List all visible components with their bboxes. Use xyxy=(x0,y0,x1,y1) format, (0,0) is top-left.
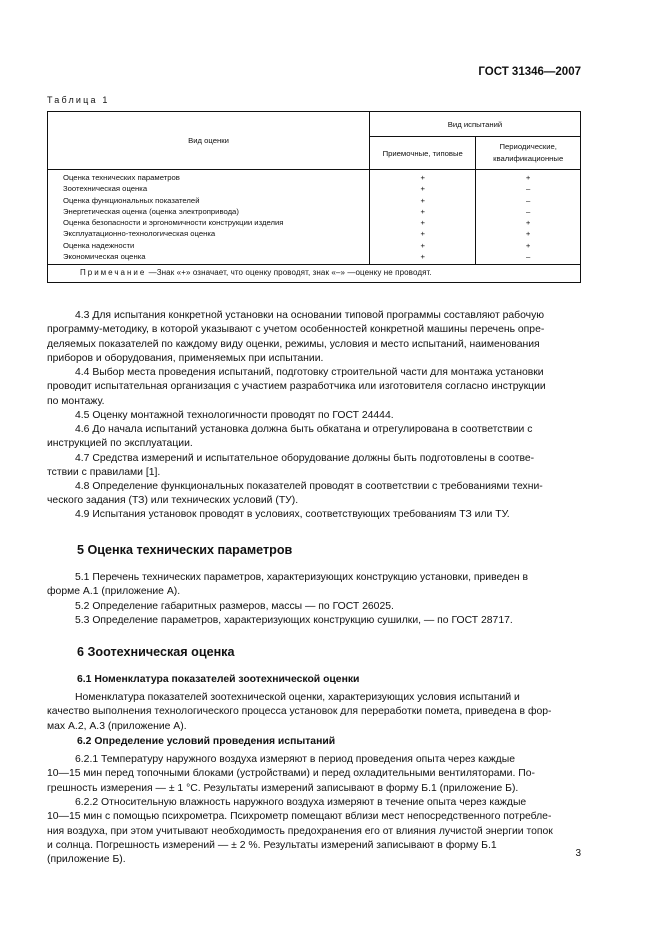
text-line: мах А.2, А.3 (приложение А). xyxy=(47,720,187,732)
row-periodic-mark: + xyxy=(525,218,531,228)
acceptance-marks xyxy=(370,170,476,265)
row-periodic-mark: – xyxy=(526,206,531,216)
text-line: тствии с правилами [1]. xyxy=(47,467,161,479)
subsection-6-2-title: 6.2 Определение условий проведения испытаний xyxy=(77,736,336,747)
header-assessment-type: Вид оценки xyxy=(48,112,370,170)
row-periodic-mark: – xyxy=(526,184,531,194)
text-line: 6.2.1 Температуру наружного воздуха измеряют в период проведения опыта через каждые xyxy=(75,754,515,765)
text-line: 4.8 Определение функциональных показателей проводят в соответствии с требованиями техни- xyxy=(75,481,543,492)
row-periodic-mark: – xyxy=(526,252,531,262)
text-line: 4.9 Испытания установок проводят в условиях, соответствующих требованиям ТЗ или ТУ. xyxy=(75,509,510,520)
text-line: 4.3 Для испытания конкретной установки на основании типовой программы составляют рабочую xyxy=(75,310,545,321)
paragraph-6-1 xyxy=(47,691,581,734)
paragraph-4-5 xyxy=(47,409,581,423)
row-acceptance-mark: + xyxy=(420,184,425,194)
paragraph-4-6 xyxy=(47,423,581,452)
row-acceptance-mark: + xyxy=(420,173,425,182)
row-periodic-mark: – xyxy=(526,195,531,205)
text-line: грешность измерения — ± 1 °С. Результаты измерений записывают в форму Б.1 (приложение Б). xyxy=(47,782,519,794)
row-name: Оценка функциональных показателей xyxy=(63,195,200,205)
row-name: Зоотехническая оценка xyxy=(63,184,148,194)
text-line: приборов и оборудования, применяемых при испытании. xyxy=(47,352,324,364)
header-periodic xyxy=(476,137,581,170)
text-line: программу-методику, в которой указывают с учетом особенностей конкретной машины перечень опре- xyxy=(47,324,545,336)
text-line: 5.1 Перечень технических параметров, характеризующих конструкцию установки, приведен в xyxy=(75,572,529,583)
paragraph-5-2 xyxy=(47,600,581,614)
header-test-type: Вид испытаний xyxy=(370,112,581,137)
row-name: Энергетическая оценка (оценка электропривода) xyxy=(63,206,239,216)
text-line: ния воздуха, при этом учитывают необходимость предохранения его от влияния лучистой энергии топок xyxy=(47,825,553,837)
row-acceptance-mark: + xyxy=(420,252,425,262)
text-line: деляемых показателей по каждому виду оценки, режимы, условия и место испытаний, наименования xyxy=(47,338,540,350)
text-line: 5.2 Определение габаритных размеров, массы — по ГОСТ 26025. xyxy=(75,601,394,612)
paragraph-4-3 xyxy=(47,309,581,366)
text-line: 5.3 Определение параметров, характеризующих конструкцию сушилки, — по ГОСТ 28717. xyxy=(75,615,513,626)
table-note xyxy=(48,265,581,283)
periodic-marks xyxy=(476,170,581,265)
text-line: проводит испытательная организация с участием разработчика или изготовителя согласно инструкции xyxy=(47,381,546,393)
document-code: ГОСТ 31346—2007 xyxy=(478,66,581,78)
text-line: 4.7 Средства измерений и испытательное оборудование должны быть подготовлены в соотве- xyxy=(75,453,535,464)
row-acceptance-mark: + xyxy=(420,240,425,250)
text-line: Номенклатура показателей зоотехнической оценки, характеризующих условия испытаний и xyxy=(75,692,520,703)
row-name: Оценка технических параметров xyxy=(63,173,180,182)
row-name: Эксплуатационно-технологическая оценка xyxy=(63,229,216,239)
text-line: форме А.1 (приложение А). xyxy=(47,586,181,598)
paragraph-4-8 xyxy=(47,480,581,509)
row-name: Оценка надежности xyxy=(63,240,135,250)
row-name: Оценка безопасности и эргономичности конструкции изделия xyxy=(63,218,284,228)
row-acceptance-mark: + xyxy=(420,195,425,205)
text-line: 10—15 мин перед топочными блоками (устройствами) и перед охладительными вентиляторами. По- xyxy=(47,768,535,780)
page-number: 3 xyxy=(575,848,581,859)
row-periodic-mark: + xyxy=(525,229,531,239)
subsection-6-1-title: 6.1 Номенклатура показателей зоотехнической оценки xyxy=(77,674,360,685)
paragraph-5-3 xyxy=(47,614,581,628)
header-periodic-line1: Периодические, xyxy=(499,142,557,151)
section-6-title: 6 Зоотехническая оценка xyxy=(77,645,235,659)
note-text: —Знак «+» означает, что оценку проводят, знак «–» —оценку не проводят. xyxy=(146,268,432,278)
row-acceptance-mark: + xyxy=(420,218,425,228)
row-acceptance-mark: + xyxy=(420,206,425,216)
assessment-table xyxy=(47,111,581,283)
text-line: 4.6 До начала испытаний установка должна быть обкатана и отрегулирована в соответствии с xyxy=(75,424,533,435)
row-name: Экономическая оценка xyxy=(63,252,146,262)
text-line: (приложение Б). xyxy=(47,854,126,866)
text-line: ческого задания (ТЗ) или технических условий (ТУ). xyxy=(47,495,299,507)
text-line: 10—15 мин с помощью психрометра. Психрометр помещают вблизи мест непосредственного потребле- xyxy=(47,811,552,823)
row-periodic-mark: + xyxy=(525,240,531,250)
paragraph-4-7 xyxy=(47,452,581,481)
paragraph-6-2-2 xyxy=(47,796,581,867)
header-acceptance: Приемочные, типовые xyxy=(370,137,476,170)
row-acceptance-mark: + xyxy=(420,229,425,239)
assessment-names xyxy=(48,170,370,265)
section-5-title: 5 Оценка технических параметров xyxy=(77,543,293,557)
text-line: 4.4 Выбор места проведения испытаний, подготовку строительной части для монтажа установки xyxy=(75,367,544,378)
text-line: 6.2.2 Относительную влажность наружного воздуха измеряют в течение опыта через каждые xyxy=(75,797,527,808)
note-label: Примечание xyxy=(80,268,147,278)
table-label: Таблица 1 xyxy=(47,95,110,105)
paragraph-4-4 xyxy=(47,366,581,409)
text-line: 4.5 Оценку монтажной технологичности проводят по ГОСТ 24444. xyxy=(75,410,394,421)
paragraph-5-1 xyxy=(47,571,581,600)
text-line: инструкцией по эксплуатации. xyxy=(47,438,193,450)
text-line: и солнца. Погрешность измерений — ± 2 %. Результаты измерений записывают в форму Б.1 xyxy=(47,839,497,851)
header-periodic-line2: квалификационные xyxy=(493,154,564,163)
paragraph-4-9 xyxy=(47,508,581,522)
row-periodic-mark: + xyxy=(525,173,531,182)
paragraph-6-2-1 xyxy=(47,753,581,796)
text-line: качество выполнения технологического процесса установок для переработки помета, приведена в фор- xyxy=(47,706,552,718)
text-line: по монтажу. xyxy=(47,395,105,407)
